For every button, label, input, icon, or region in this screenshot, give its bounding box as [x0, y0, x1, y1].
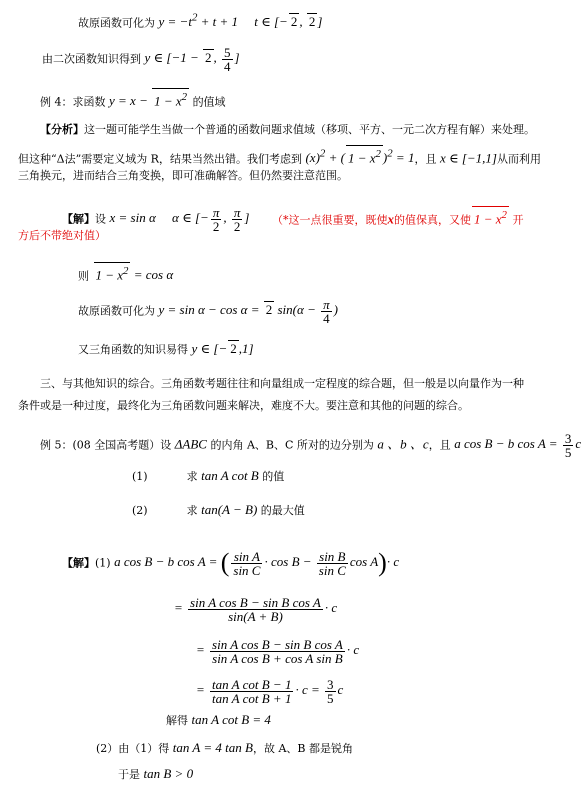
formula: $(x)^2$ + ( $1 - x^2$ )$^2$ = 1	[305, 150, 414, 165]
formula: = $\frac{\text{sin A cos B − sin B cos A}}{\text{sin A cos B + cos A sin B}}$ · c	[196, 637, 360, 666]
formula: x = sin α α ∈ [− $\frac{\pi}{2}$ , $\frac{\pi}{2}$ ]	[109, 205, 250, 234]
analysis-line-1: 【分析】这一题可能学生当做一个普通的函数问题求值域（移项、平方、一元二次方程有解）来处理。	[40, 123, 535, 136]
formula: a 、b 、c	[377, 436, 429, 452]
example-4-title: 例 4：求函数 $y = x - 1 - x^2$ 的值域	[40, 88, 226, 110]
note-red-1: （*这一点很重要，既使x的值保真，又使 $1 - x^2$ 开	[272, 206, 523, 228]
formula: tan A = 4 tan B	[172, 740, 253, 755]
trig-line: 又三角函数的知识易得 y ∈ [− 2 ,1]	[78, 341, 254, 356]
formula: $1 - x^2$	[471, 211, 509, 226]
part-2-line-2: 于是 tan B > 0	[118, 766, 194, 781]
solution-5-line-4	[196, 678, 343, 705]
formula: $1 - x^2 = \cos \alpha$	[93, 267, 174, 282]
formula: y ∈ [− 2 ,1]	[191, 341, 254, 356]
formula: y = sin α − cos α = 2 sin(α − $\frac{\pi}{4}$ )	[158, 297, 338, 326]
formula: tan A cot B = 4	[191, 712, 271, 727]
formula: a cos B − b cos A = $\frac{3}{5}$ c	[454, 431, 581, 460]
question-1: (1) 求 tan A cot B 的值	[132, 468, 285, 483]
formula: tan(A − B)	[201, 502, 258, 517]
solution-4-line: 【解】设 x = sin α α ∈ [− $\frac{\pi}{2}$ , $\frac{\pi}{2}$ ]	[62, 205, 250, 234]
formula: tan B > 0	[143, 766, 194, 781]
solution-5-line-3	[196, 638, 359, 665]
note-red-2: 方后不带绝对值）	[18, 229, 106, 242]
section-3-line-2: 条件或是一种过度，最终化为三角函数问题来解决，难度不大。要注意和其他的问题的综合。	[18, 399, 469, 412]
example-5-title: 例 5：(08 全国高考题）设 ΔABC 的内角 A、B、C 所对的边分别为 a 、b 、c，且 a cos B − b cos A = $\frac{3}{5}$ c	[40, 431, 581, 460]
formula: = $\frac{\text{tan A cot B − 1}}{\text{tan A cot B + 1}}$ · c = $\frac{3}{5}$ c	[196, 677, 344, 706]
then-line: 则 $1 - x^2 = \cos \alpha$	[78, 262, 173, 284]
formula: = $\frac{\text{sin A cos B − sin B cos A}}{\sin(A + B)}$ · c	[174, 595, 338, 624]
formula: x	[387, 211, 394, 227]
section-3-line-1: 三、与其他知识的综合。三角函数考题往往和向量组成一定程度的综合题，但一般是以向量作为一种	[40, 377, 524, 390]
analysis-line-2: 但这种“Δ法”需要定义域为 R，结果当然出错。我们考虑到 $(x)^2$ + ( $1 - x^2$ )$^2$ = 1，且 x ∈ [−1,1]从而利用	[18, 145, 541, 167]
formula: $y = x - 1 - x^2$	[109, 93, 189, 108]
formula: $y = -t^2 + t + 1$ t ∈ [− 2 , 2 ]	[158, 12, 323, 30]
formula: y ∈ [−1 − 2 , $\frac{5}{4}$ ]	[144, 45, 240, 74]
formula: tan A cot B	[201, 468, 259, 483]
formula: ΔABC	[174, 436, 207, 452]
solution-5-line-2	[174, 596, 337, 623]
part-2-line-1: (2）由（1）得 tan A = 4 tan B，故 A、B 都是锐角	[96, 740, 353, 755]
formula: x ∈ [−1,1]	[439, 150, 497, 166]
line-range-result: 由二次函数知识得到 y ∈ [−1 − 2 , $\frac{5}{4}$ ]	[42, 45, 240, 74]
analysis-line-3: 三角换元，进而结合三角变换，即可准确解答。但仍然要注意范围。	[18, 169, 348, 182]
solution-5-result: 解得 tan A cot B = 4	[166, 712, 271, 727]
question-2: (2) 求 tan(A − B) 的最大值	[132, 502, 305, 517]
formula: a cos B − b cos A = ( $\frac{\text{sin A}}{\text{sin C}}$ · cos B − $\frac{\text{sin B}}{\text{sin C}}$ cos A)· c	[114, 548, 400, 578]
func-line: 故原函数可化为 y = sin α − cos α = 2 sin(α − $\frac{\pi}{4}$ )	[78, 297, 338, 326]
solution-5-line-1: 【解】(1) a cos B − b cos A = ( $\frac{\text{sin A}}{\text{sin C}}$ · cos B − $\frac{\text{sin B}}{\text{sin C}}$ cos A)· c	[62, 548, 400, 578]
line-range-t: 故原函数可化为 $y = -t^2 + t + 1$ t ∈ [− 2 , 2 ]	[78, 12, 323, 30]
